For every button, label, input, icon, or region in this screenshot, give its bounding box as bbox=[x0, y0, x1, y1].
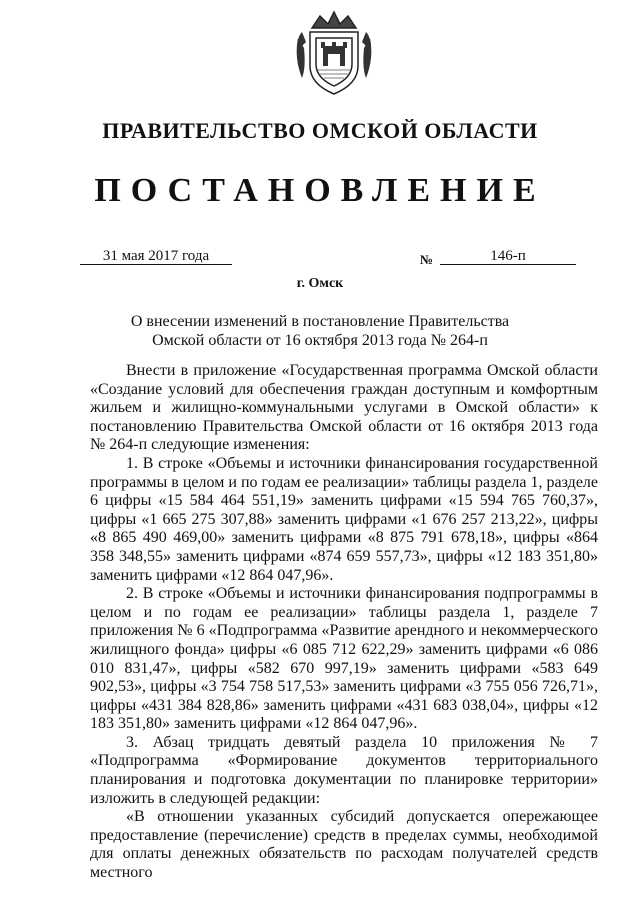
paragraph-intro: Внести в приложение «Государственная программа Омской области «Создание условий для обеспечения граждан доступным и комфортным жильем и жилищно-коммунальными услугами в Омской области» к постановлению Правительства Омской области от 16 октября 2013 года № 264-п следующие изменения: bbox=[90, 362, 598, 454]
paragraph-item-2: 2. В строке «Объемы и источники финансирования подпрограммы в целом и по годам ее реализации» таблицы раздела 1, разделе 7 приложения № 6 «Подпрограмма «Развитие арендного и некоммерческого жилищного фонда» цифры «6 085 712 622,29» заменить цифрами «6 086 010 831,47», цифры «582 670 997,19» заменить цифрами «583 649 902,53», цифры «3 754 758 517,53» заменить цифрами «3 755 056 726,71», цифры «431 384 828,86» заменить цифрами «431 683 038,04», цифры «12 183 351,80» заменить цифрами «12 864 047,96». bbox=[90, 585, 598, 733]
document-type: ПОСТАНОВЛЕНИЕ bbox=[94, 172, 546, 209]
document-number: 146-п bbox=[440, 248, 576, 265]
document-body bbox=[90, 362, 598, 883]
paragraph-item-1: 1. В строке «Объемы и источники финансирования государственной программы в целом и по годам ее реализации» таблицы раздела 1, разделе 6 цифры «15 584 464 551,19» заменить цифрами «15 594 765 760,37», цифры «1 665 275 307,88» заменить цифрами «1 676 257 213,22», цифры «8 865 490 469,00» заменить цифрами «8 875 791 678,18», цифры «864 358 348,55» заменить цифрами «874 659 557,73», цифры «12 183 351,80» заменить цифрами «12 864 047,96». bbox=[90, 454, 598, 584]
government-title: ПРАВИТЕЛЬСТВО ОМСКОЙ ОБЛАСТИ bbox=[102, 118, 538, 143]
document-date: 31 мая 2017 года bbox=[80, 248, 232, 265]
paragraph-quote: «В отношении указанных субсидий допускается опережающее предоставление (перечисление) средств в пределах суммы, необходимой для оплаты денежных обязательств по расходам получателей средств местного bbox=[90, 808, 598, 882]
document-city: г. Омск bbox=[296, 276, 344, 291]
paragraph-item-3: 3. Абзац тридцать девятый раздела 10 приложения № 7 «Подпрограмма «Формирование документов территориального планирования и подготовка документации по планировке территории» изложить в следующей редакции: bbox=[90, 733, 598, 807]
number-label: № bbox=[420, 252, 434, 267]
omsk-coat-of-arms-icon bbox=[292, 8, 376, 100]
document-subject: О внесении изменений в постановление Правительства Омской области от 16 октября 2013 года № 264-п bbox=[130, 313, 510, 349]
